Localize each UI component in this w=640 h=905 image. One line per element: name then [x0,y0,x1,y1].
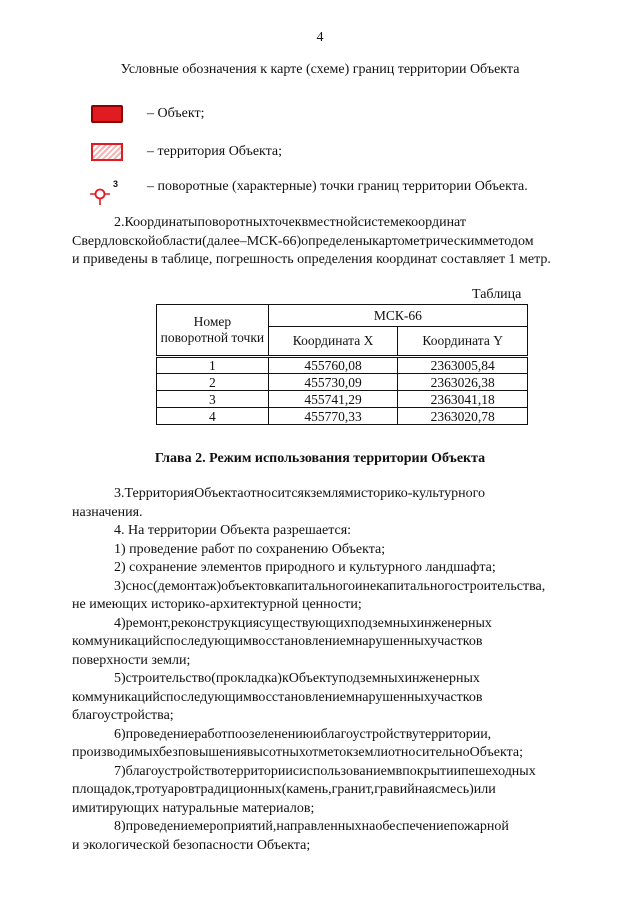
table-cell-n: 3 [157,391,269,408]
text-line: 3.ТерриторияОбъектаотноситсякземлямисторико-культурного [114,486,486,501]
table-cell-n: 1 [157,357,269,374]
text-line: 7)благоустройствотерриториисиспользованиемвпокрытиипешеходных [114,763,536,779]
text-line: 3)снос(демонтаж)объектовкапитальногоинекапитальногостроительства, [114,578,546,594]
legend-item-territory [0,141,640,171]
page-number: 4 [316,30,324,45]
text-line: производимыхбезповышениявысотныхотметокземлиотносительноОбъекта; [72,745,524,760]
object-symbol [91,105,123,123]
legend-label: – территория Объекта; [147,144,283,159]
table-row [157,374,528,391]
coordinates-table [156,304,528,425]
legend-item-object [0,103,640,133]
header-coordinate-system: МСК-66 [268,305,527,327]
text-line: 8)проведениемероприятий,направленныхнаобеспечениепожарной [114,819,509,834]
text-line: площадок,тротуаровтрадиционных(камень,гранит,гравийнаясмесь)или [72,782,496,797]
legend-title: Условные обозначения к карте (схеме) границ территории Объекта [120,62,520,77]
table-cell-y: 2363020,78 [398,408,528,425]
header-coordinate-y: Координата Y [398,327,528,357]
text-line: и приведены в таблице, погрешность определения координат составляет 1 метр. [72,252,551,267]
table-body [157,357,528,425]
text-line: и экологической безопасности Объекта; [72,837,311,853]
table-row [157,391,528,408]
text-line: 2) сохранение элементов природного и культурного ландшафта; [114,560,496,575]
territory-symbol [91,143,123,161]
table-cell-y: 2363041,18 [398,391,528,408]
text-line: имитирующих натуральные материалов; [72,800,315,816]
text-line: коммуникацийспоследующимвосстановлениемнарушенныхучастков [72,689,483,705]
chapter-body [72,485,614,855]
text-line: 6)проведениеработпоозеленениюиблагоустройствутерритории, [114,726,492,742]
text-line: поверхности земли; [72,652,191,668]
table-cell-n: 2 [157,374,269,391]
text-line: Свердловскойобласти(далее–МСК-66)определеныкартометрическимметодом [72,233,534,249]
legend-label: – Объект; [147,106,205,121]
text-line: благоустройства; [72,708,174,723]
table-cell-x: 455760,08 [268,357,398,374]
text-line: не имеющих историко-архитектурной ценности; [72,597,362,612]
table-cell-y: 2363005,84 [398,357,528,374]
paragraph-coordinates [72,214,614,270]
table-caption: Таблица [472,287,522,302]
table-cell-y: 2363026,38 [398,374,528,391]
text-line: 5)строительство(прокладка)кОбъектуподземныхинженерных [114,671,480,686]
table-cell-x: 455730,09 [268,374,398,391]
text-line: 2.Координатыповоротныхточеквместнойсистемекоординат [114,215,467,230]
chapter-title: Глава 2. Режим использования территории Объекта [154,451,486,466]
text-line: коммуникацийспоследующимвосстановлениемнарушенныхучастков [72,634,483,649]
table-row [157,408,528,425]
legend-label: – поворотные (характерные) точки границ территории Объекта. [147,179,528,194]
table-cell-x: 455770,33 [268,408,398,425]
text-line: 4. На территории Объекта разрешается: [114,523,352,538]
turning-point-symbol [88,176,128,206]
turning-point-marker: 3 [113,179,119,189]
table-cell-n: 4 [157,408,269,425]
table-row [157,357,528,374]
table-cell-x: 455741,29 [268,391,398,408]
text-line: назначения. [72,504,143,520]
header-coordinate-x: Координата X [268,327,398,357]
text-line: 4)ремонт,реконструкциясуществующихподземныхинженерных [114,615,492,631]
text-line: 1) проведение работ по сохранению Объекта; [114,541,386,557]
legend-item-turning-point [0,176,640,206]
header-point-number: Номер поворотной точки [157,305,269,357]
